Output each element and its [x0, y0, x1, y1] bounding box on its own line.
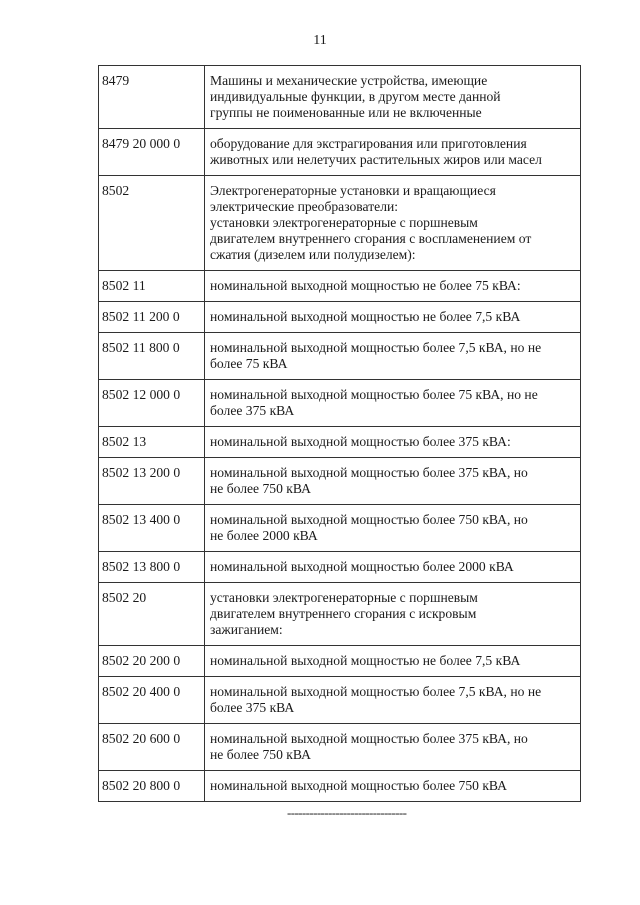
commodity-description-cell — [205, 646, 581, 677]
table-row — [99, 333, 581, 380]
commodity-code-cell: 8502 13 800 0 — [99, 552, 205, 583]
description-line: не более 750 кВА — [210, 747, 311, 762]
description-line: номинальной выходной мощностью более 375 кВА, но — [210, 731, 528, 746]
table-row — [99, 583, 581, 646]
end-of-document-rule: -------------------------------- — [287, 806, 407, 820]
commodity-description-cell — [205, 771, 581, 802]
description-line: Машины и механические устройства, имеющие — [210, 73, 488, 88]
commodity-description-cell — [205, 333, 581, 380]
commodity-code-cell: 8502 12 000 0 — [99, 380, 205, 427]
commodity-code-cell: 8502 11 800 0 — [99, 333, 205, 380]
table-row — [99, 66, 581, 129]
description-line: установки электрогенераторные с поршневым — [210, 590, 478, 605]
description-line: оборудование для экстрагирования или приготовления — [210, 136, 527, 151]
table-row — [99, 677, 581, 724]
description-line: двигателем внутреннего сгорания с искровым — [210, 606, 477, 621]
table-row — [99, 724, 581, 771]
description-line: не более 2000 кВА — [210, 528, 318, 543]
commodity-code-table — [98, 65, 581, 802]
description-line: номинальной выходной мощностью не более 7,5 кВА — [210, 653, 521, 668]
description-line: Электрогенераторные установки и вращающиеся — [210, 183, 496, 198]
description-line: номинальной выходной мощностью более 750 кВА — [210, 778, 507, 793]
description-line: номинальной выходной мощностью не более 7,5 кВА — [210, 309, 521, 324]
description-line: номинальной выходной мощностью более 7,5 кВА, но не — [210, 684, 542, 699]
description-line: более 375 кВА — [210, 403, 295, 418]
description-line: индивидуальные функции, в другом месте данной — [210, 89, 501, 104]
commodity-code-cell: 8502 20 — [99, 583, 205, 646]
table-row — [99, 302, 581, 333]
description-line: установки электрогенераторные с поршневым — [210, 215, 478, 230]
commodity-description-cell — [205, 66, 581, 129]
commodity-code-cell: 8502 11 200 0 — [99, 302, 205, 333]
commodity-code-cell: 8502 13 400 0 — [99, 505, 205, 552]
commodity-code-cell: 8502 20 400 0 — [99, 677, 205, 724]
description-line: электрические преобразователи: — [210, 199, 399, 214]
table-row — [99, 380, 581, 427]
page-number: 11 — [313, 33, 327, 48]
commodity-code-cell: 8502 20 800 0 — [99, 771, 205, 802]
description-line: не более 750 кВА — [210, 481, 311, 496]
table-row — [99, 129, 581, 176]
commodity-description-cell — [205, 677, 581, 724]
table-row — [99, 505, 581, 552]
description-line: номинальной выходной мощностью более 7,5 кВА, но не — [210, 340, 542, 355]
commodity-description-cell — [205, 302, 581, 333]
description-line: животных или нелетучих растительных жиров или масел — [210, 152, 542, 167]
commodity-code-cell: 8502 11 — [99, 271, 205, 302]
description-line: номинальной выходной мощностью более 2000 кВА — [210, 559, 514, 574]
description-line: двигателем внутреннего сгорания с воспламенением от — [210, 231, 532, 246]
table-row — [99, 176, 581, 271]
commodity-description-cell — [205, 583, 581, 646]
commodity-description-cell — [205, 176, 581, 271]
commodity-code-cell: 8502 13 — [99, 427, 205, 458]
description-line: зажиганием: — [210, 622, 283, 637]
commodity-code-cell: 8479 — [99, 66, 205, 129]
commodity-description-cell — [205, 271, 581, 302]
table-row — [99, 771, 581, 802]
description-line: номинальной выходной мощностью не более 75 кВА: — [210, 278, 521, 293]
description-line: номинальной выходной мощностью более 75 кВА, но не — [210, 387, 538, 402]
description-line: группы не поименованные или не включенные — [210, 105, 482, 120]
commodity-code-cell: 8502 — [99, 176, 205, 271]
commodity-description-cell — [205, 427, 581, 458]
table-row — [99, 458, 581, 505]
table-row — [99, 427, 581, 458]
table-row — [99, 646, 581, 677]
commodity-description-cell — [205, 505, 581, 552]
commodity-description-cell — [205, 724, 581, 771]
description-line: сжатия (дизелем или полудизелем): — [210, 247, 416, 262]
description-line: номинальной выходной мощностью более 375 кВА, но — [210, 465, 528, 480]
description-line: номинальной выходной мощностью более 375 кВА: — [210, 434, 511, 449]
commodity-code-cell: 8479 20 000 0 — [99, 129, 205, 176]
description-line: номинальной выходной мощностью более 750 кВА, но — [210, 512, 528, 527]
commodity-description-cell — [205, 552, 581, 583]
commodity-description-cell — [205, 129, 581, 176]
commodity-code-cell: 8502 13 200 0 — [99, 458, 205, 505]
table-row — [99, 552, 581, 583]
commodity-code-cell: 8502 20 600 0 — [99, 724, 205, 771]
commodity-code-table-body — [99, 66, 581, 802]
commodity-code-cell: 8502 20 200 0 — [99, 646, 205, 677]
commodity-description-cell — [205, 458, 581, 505]
description-line: более 75 кВА — [210, 356, 288, 371]
description-line: более 375 кВА — [210, 700, 295, 715]
table-row — [99, 271, 581, 302]
commodity-description-cell — [205, 380, 581, 427]
